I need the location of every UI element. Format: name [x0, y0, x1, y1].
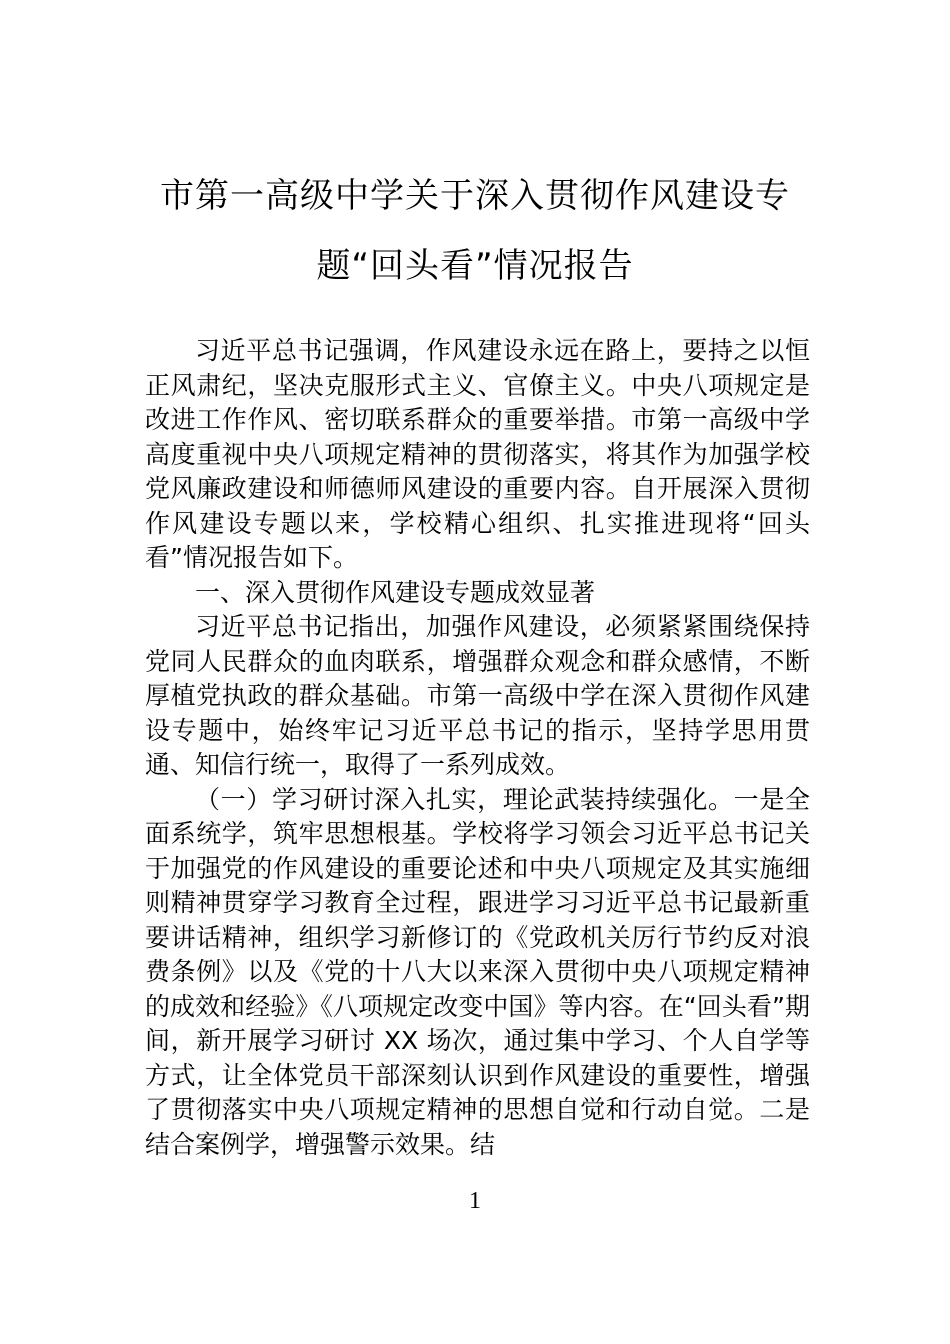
document-title-line-1: 市第一高级中学关于深入贯彻作风建设专: [160, 176, 790, 216]
section-heading-1: 一、深入贯彻作风建设专题成效显著: [195, 577, 596, 607]
document-title-line-2: 题“回头看”情况报告: [316, 246, 634, 286]
paragraph-subsection-1: （一）学习研讨深入扎实，理论武装持续强化。一是全面系统学，筑牢思想根基。学校将学习领会习近平总书记关于加强党的作风建设的重要论述和中央八项规定及其实施细则精神贯穿学习教育全过程，跟进学习习近平总书记最新重要讲话精神，组织学习新修订的《党政机关厉行节约反对浪费条例》以及《党的十八大以来深入贯彻中央八项规定精神的成效和经验》《八项规定改变中国》等内容。在“回头看”期间，新开展学习研讨 XX 场次，通过集中学习、个人自学等方式，让全体党员干部深刻认识到作风建设的重要性，增强了贯彻落实中央八项规定精神的思想自觉和行动自觉。二是结合案例学，增强警示效果。结: [145, 784, 810, 1159]
paragraph-section-1: 习近平总书记指出，加强作风建设，必须紧紧围绕保持党同人民群众的血肉联系，增强群众观念和群众感情，不断厚植党执政的群众基础。市第一高级中学在深入贯彻作风建设专题中，始终牢记习近平总书记的指示，坚持学思用贯通、知信行统一，取得了一系列成效。: [145, 612, 810, 779]
document-body: [145, 334, 810, 1162]
paragraph-intro: 习近平总书记强调，作风建设永远在路上，要持之以恒正风肃纪，坚决克服形式主义、官僚主义。中央八项规定是改进工作作风、密切联系群众的重要举措。市第一高级中学高度重视中央八项规定精神的贯彻落实，将其作为加强学校党风廉政建设和师德师风建设的重要内容。自开展深入贯彻作风建设专题以来，学校精心组织、扎实推进现将“回头看”情况报告如下。: [145, 336, 810, 572]
page-number: 1: [469, 1188, 481, 1214]
